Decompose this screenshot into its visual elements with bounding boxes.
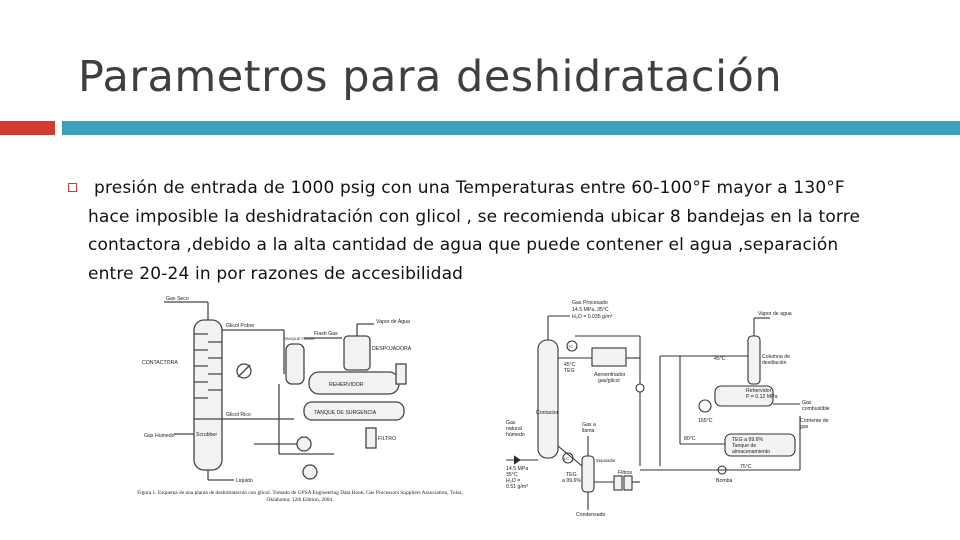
fig1-filtro: FILTRO bbox=[378, 436, 397, 442]
fig2-temp45b: 45°C bbox=[714, 356, 726, 362]
fig1-tanque-surgencia: TANQUE DE SURGENCIA bbox=[314, 410, 377, 416]
fig2-reh-p: P = 0.12 MPa bbox=[746, 394, 778, 400]
fig2-gn-cond3: H₂O = bbox=[506, 478, 521, 484]
fig1-flash-gas: Flash Gas bbox=[314, 331, 338, 337]
fig1-liquido: Liquido bbox=[236, 478, 253, 484]
figure-2-diagram bbox=[500, 296, 845, 518]
fig2-lc: LC bbox=[564, 456, 570, 461]
fig2-gp-cond1: 14.5 MPa, 35°C bbox=[572, 307, 609, 313]
fig2-gn-cond2: 35°C bbox=[506, 472, 518, 478]
fig1-gas-seco: Gas Seco bbox=[166, 296, 189, 302]
fig2-gas-procesado: Gas Procesado bbox=[572, 300, 608, 306]
fig1-gas-humedo: Gas Humedo bbox=[144, 433, 175, 439]
figure-1-diagram bbox=[134, 294, 464, 500]
fig2-vapor-agua: Vapor de agua bbox=[758, 311, 792, 317]
fig2-destilacion: destilación bbox=[762, 360, 787, 366]
fig2-gn-cond1: 14.5 MPa bbox=[506, 466, 529, 472]
fig2-tanque-alm2: almacenamiento bbox=[732, 449, 771, 455]
body-paragraph: presión de entrada de 1000 psig con una Temperaturas entre 60-100°F mayor a 130°F hace imposible la deshidratación con glicol , se recomienda ubicar 8 bandejas en la torre contactora ,debido a la alta cantidad de agua que puede contener el agua ,separación entre 20-24 in por razones de accesibilidad bbox=[88, 178, 861, 284]
fig2-gn-cond4: 0.51 g/m³ bbox=[506, 484, 528, 490]
fig2-gas-llama2: llama bbox=[582, 428, 595, 434]
fig2-temp75: 75°C bbox=[740, 464, 752, 470]
fig2-teg-pct: TEG a 99.6% bbox=[732, 437, 764, 443]
bullet-square-icon bbox=[68, 183, 77, 192]
fig2-temp80: 80°C bbox=[684, 436, 696, 442]
fig2-gas-natural3: húmedo bbox=[506, 432, 525, 438]
fig2-teg: TEG bbox=[564, 368, 575, 374]
fig2-gas-natural: Gas bbox=[506, 420, 516, 426]
fig2-corriente-gas2: gas bbox=[800, 424, 809, 430]
fig2-separador: Separador bbox=[596, 458, 616, 463]
fig2-tc: TC bbox=[568, 344, 574, 349]
fig1-glicol-rico: Glicol Rico bbox=[226, 412, 251, 418]
fig2-temp165: 165°C bbox=[698, 418, 713, 424]
fig1-rehervidor: REHERVIDOR bbox=[329, 382, 364, 388]
accent-bar-blue bbox=[62, 121, 960, 135]
fig2-rehervidor: Rehervidor bbox=[746, 388, 772, 394]
fig2-aeroenfriador: Aeroenfriador bbox=[594, 372, 626, 378]
fig2-gas-llama: Gas a bbox=[582, 422, 596, 428]
fig1-despojadora: DESPOJADORA bbox=[372, 346, 412, 352]
fig2-corriente-gas: Corriente de bbox=[800, 418, 829, 424]
fig2-gas-natural2: natural bbox=[506, 426, 522, 432]
fig2-columna: Columna de bbox=[762, 354, 790, 360]
fig2-teg-996b: a 99.6% bbox=[562, 478, 582, 484]
fig2-teg-996: TEG bbox=[566, 472, 577, 478]
fig2-filtros: Filtros bbox=[618, 470, 633, 476]
fig2-gas-glicol: gas/glicol bbox=[598, 378, 620, 384]
fig1-contactora: CONTACTORA bbox=[142, 360, 178, 366]
fig1-vapor-agua: Vapor de Agua bbox=[376, 319, 410, 325]
fig2-contactor: Contactor bbox=[536, 410, 559, 416]
fig1-scrubber: Scrubber bbox=[196, 432, 218, 438]
fig1-glicol-pobre: Glicol Pobre bbox=[226, 323, 255, 329]
fig2-gas-combustible: Gas bbox=[802, 400, 812, 406]
accent-bar-red bbox=[0, 121, 55, 135]
fig2-gas-combustible2: combustible bbox=[802, 406, 830, 412]
figure-1-caption: Figura 1. Esquema de una planta de deshidratación con glicol. Tomado de GPSA Engineering Data Book, Gas Processors Suppliers Association, Tulsa, Oklahoma; 12th Edition, 2004. bbox=[137, 490, 463, 503]
fig2-bomba: Bomba bbox=[716, 478, 733, 484]
slide-title: Parametros para deshidratación bbox=[78, 52, 783, 102]
fig2-gp-cond2: H₂O = 0.035 g/m³ bbox=[572, 314, 613, 320]
fig2-condensado: Condensado bbox=[576, 512, 606, 518]
fig2-tanque-alm: Tanque de bbox=[732, 443, 757, 449]
fig2-temp45: 45°C bbox=[564, 362, 576, 368]
fig1-tanque-flash: TANQUE FLASH bbox=[284, 336, 315, 341]
